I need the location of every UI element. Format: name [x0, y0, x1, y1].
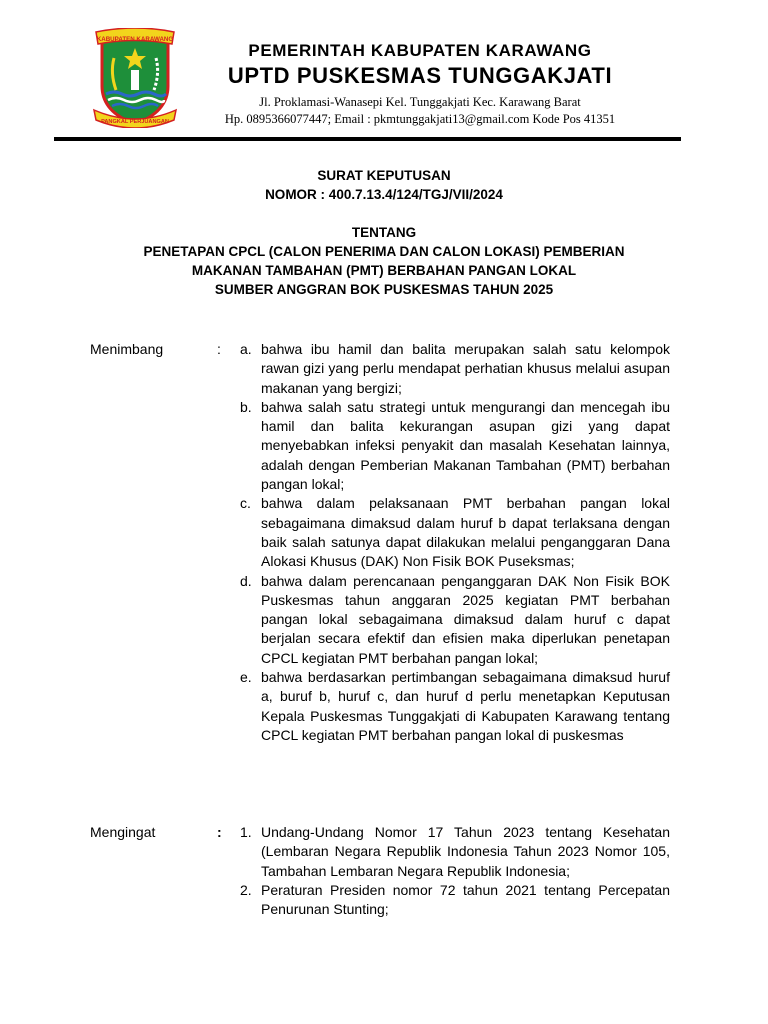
item-marker: 2.: [240, 881, 252, 898]
svg-text:PANGKAL PERJUANGAN: PANGKAL PERJUANGAN: [101, 119, 169, 125]
item-marker: b.: [240, 398, 252, 415]
item-marker: e.: [240, 669, 252, 686]
letterhead-divider: [54, 137, 681, 141]
decree-title: SURAT KEPUTUSAN: [317, 168, 451, 183]
item-marker: c.: [240, 495, 251, 512]
menimbang-list: [240, 340, 670, 745]
list-item: [240, 823, 670, 881]
list-item: [240, 340, 670, 398]
decree-title-block: [60, 166, 708, 299]
subject-line-3: SUMBER ANGGRAN BOK PUSKESMAS TAHUN 2025: [214, 282, 554, 297]
mengingat-colon: :: [217, 824, 222, 840]
item-text: bahwa dalam pelaksanaan PMT berbahan pangan lokal sebagaimana dimaksud dalam huruf b dapat terlaksana dengan baik salah satunya dapat dilakukan melalui penganggaran Dana Alokasi Khusus (DAK) Non Fisik BOK Puseksmas;: [261, 495, 670, 570]
government-name: PEMERINTAH KABUPATEN KARAWANG: [248, 41, 592, 60]
address-line-2: Hp. 0895366077447; Email : pkmtunggakjati13@gmail.com Kode Pos 41351: [224, 112, 616, 126]
menimbang-label: Menimbang: [90, 341, 164, 357]
subject-line-1: PENETAPAN CPCL (CALON PENERIMA DAN CALON LOKASI) PEMBERIAN: [143, 244, 625, 259]
item-text: bahwa berdasarkan pertimbangan sebagaimana dimaksud huruf a, buruf b, huruf c, dan huruf d perlu menetapkan Keputusan Kepala Puskesmas Tunggakjati di Kabupaten Karawang tentang CPCL kegiatan PMT berbahan pangan lokal di puskesmas: [261, 669, 670, 743]
item-marker: a.: [240, 341, 252, 357]
item-marker: 1.: [240, 824, 252, 840]
list-item: [240, 668, 670, 745]
subject-line-2: MAKANAN TAMBAHAN (PMT) BERBAHAN PANGAN LOKAL: [191, 263, 577, 278]
svg-text:KABUPATEN KARAWANG: KABUPATEN KARAWANG: [96, 36, 174, 43]
item-marker: d.: [240, 572, 252, 589]
mengingat-label: Mengingat: [90, 824, 156, 840]
item-text: bahwa dalam perencanaan penganggaran DAK Non Fisik BOK Puskesmas tahun anggaran 2025 kegiatan PMT berbahan pangan lokal sebagaimana dimaksud dalam huruf c dapat berjalan secara efektif dan efisien maka diperlukan penetapan CPCL kegiatan PMT berbahan pangan lokal;: [261, 572, 670, 666]
item-text: Peraturan Presiden nomor 72 tahun 2021 tentang Percepatan Penurunan Stunting;: [261, 881, 670, 918]
menimbang-colon: :: [217, 341, 221, 357]
about-label: TENTANG: [351, 225, 417, 240]
address-line-1: Jl. Proklamasi-Wanasepi Kel. Tunggakjati Kec. Karawang Barat: [259, 95, 581, 109]
letterhead: [0, 0, 768, 150]
list-item: [240, 881, 670, 920]
mengingat-list: [240, 823, 670, 919]
decree-number: NOMOR : 400.7.13.4/124/TGJ/VII/2024: [265, 187, 503, 202]
item-text: bahwa salah satu strategi untuk mengurangi dan mencegah ibu hamil dan balita kekurangan asupan gizi yang dapat menyebabkan infeksi penyakit dan masalah Kesehatan lainnya, adalah dengan Pemberian Makanan Tambahan (PMT) berbahan pangan lokal;: [261, 398, 670, 493]
list-item: [240, 572, 670, 668]
institution-name: UPTD PUSKESMAS TUNGGAKJATI: [227, 63, 613, 88]
list-item: [240, 494, 670, 571]
karawang-regency-emblem-icon: [92, 28, 178, 128]
list-item: [240, 398, 670, 494]
letterhead-text: [185, 40, 655, 128]
item-text: bahwa ibu hamil dan balita merupakan salah satu kelompok rawan gizi yang perlu mendapat perhatian khusus melalui asupan makanan yang bergizi;: [261, 341, 670, 396]
item-text: Undang-Undang Nomor 17 Tahun 2023 tentang Kesehatan (Lembaran Negara Republik Indonesia Tahun 2023 Nomor 105, Tambahan Lembaran Negara Republik Indonesia;: [261, 824, 670, 879]
